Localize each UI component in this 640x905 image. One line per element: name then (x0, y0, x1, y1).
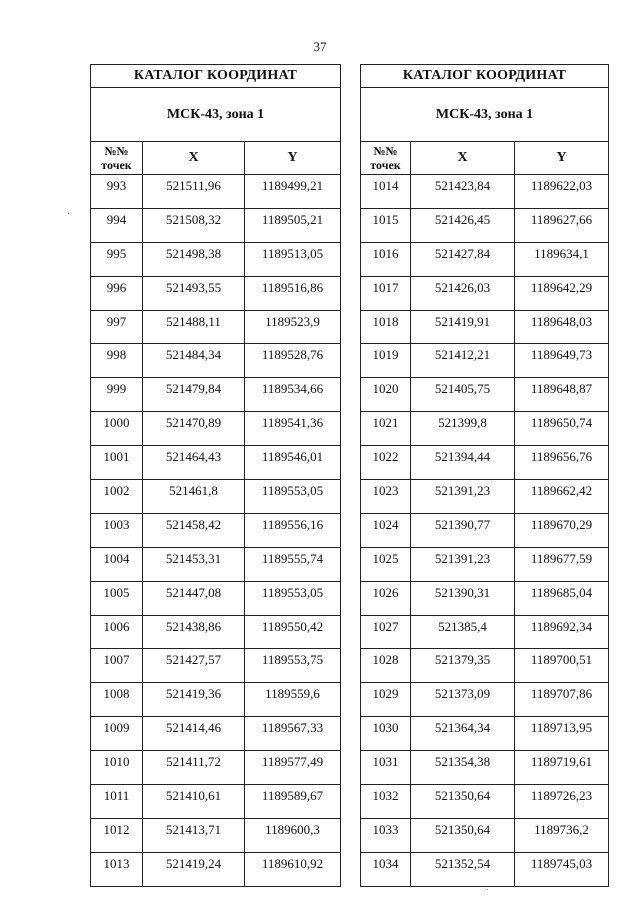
table-row (361, 276, 609, 310)
coordinate-catalog-table-right (360, 64, 609, 887)
x-coordinate-cell: 521470,89 (143, 412, 245, 446)
y-coordinate-cell: 1189513,05 (245, 242, 341, 276)
table-row (91, 513, 341, 547)
y-coordinate-cell: 1189627,66 (515, 208, 609, 242)
table-row (91, 852, 341, 886)
x-coordinate-cell: 521453,31 (143, 547, 245, 581)
point-number-cell: 993 (91, 175, 143, 209)
table-row (91, 344, 341, 378)
table-row (91, 717, 341, 751)
table-row (361, 547, 609, 581)
table-row (91, 547, 341, 581)
point-number-cell: 1028 (361, 649, 411, 683)
x-coordinate-cell: 521414,46 (143, 717, 245, 751)
x-coordinate-cell: 521498,38 (143, 242, 245, 276)
table-row (91, 785, 341, 819)
column-header-y: Y (515, 142, 609, 175)
coordinate-catalog-table-left (90, 64, 341, 887)
column-header-y: Y (245, 142, 341, 175)
point-number-cell: 994 (91, 208, 143, 242)
y-coordinate-cell: 1189670,29 (515, 513, 609, 547)
x-coordinate-cell: 521379,35 (411, 649, 515, 683)
y-coordinate-cell: 1189553,05 (245, 581, 341, 615)
table-row (91, 175, 341, 209)
x-coordinate-cell: 521364,34 (411, 717, 515, 751)
point-number-cell: 1024 (361, 513, 411, 547)
table-row (361, 852, 609, 886)
x-coordinate-cell: 521394,44 (411, 446, 515, 480)
column-header-num-line1: №№ (373, 144, 398, 158)
point-number-cell: 1003 (91, 513, 143, 547)
table-row (361, 310, 609, 344)
y-coordinate-cell: 1189589,67 (245, 785, 341, 819)
point-number-cell: 999 (91, 378, 143, 412)
y-coordinate-cell: 1189577,49 (245, 751, 341, 785)
point-number-cell: 1014 (361, 175, 411, 209)
point-number-cell: 1008 (91, 683, 143, 717)
table-row (91, 446, 341, 480)
table-row (91, 818, 341, 852)
point-number-cell: 1005 (91, 581, 143, 615)
page-number: 37 (313, 39, 327, 54)
point-number-cell: 1002 (91, 480, 143, 514)
point-number-cell: 997 (91, 310, 143, 344)
point-number-cell: 1018 (361, 310, 411, 344)
y-coordinate-cell: 1189600,3 (245, 818, 341, 852)
y-coordinate-cell: 1189677,59 (515, 547, 609, 581)
x-coordinate-cell: 521419,36 (143, 683, 245, 717)
table-row (361, 581, 609, 615)
point-number-cell: 1022 (361, 446, 411, 480)
x-coordinate-cell: 521427,57 (143, 649, 245, 683)
x-coordinate-cell: 521426,03 (411, 276, 515, 310)
point-number-cell: 1006 (91, 615, 143, 649)
point-number-cell: 1012 (91, 818, 143, 852)
x-coordinate-cell: 521447,08 (143, 581, 245, 615)
point-number-cell: 996 (91, 276, 143, 310)
column-header-point-number (91, 142, 143, 175)
x-coordinate-cell: 521464,43 (143, 446, 245, 480)
x-coordinate-cell: 521419,91 (411, 310, 515, 344)
y-coordinate-cell: 1189648,03 (515, 310, 609, 344)
y-coordinate-cell: 1189610,92 (245, 852, 341, 886)
x-coordinate-cell: 521427,84 (411, 242, 515, 276)
scan-speck (68, 213, 69, 214)
x-coordinate-cell: 521426,45 (411, 208, 515, 242)
table-row (361, 175, 609, 209)
table-row (361, 751, 609, 785)
y-coordinate-cell: 1189662,42 (515, 480, 609, 514)
x-coordinate-cell: 521399,8 (411, 412, 515, 446)
x-coordinate-cell: 521458,42 (143, 513, 245, 547)
table-row (91, 581, 341, 615)
x-coordinate-cell: 521493,55 (143, 276, 245, 310)
point-number-cell: 1019 (361, 344, 411, 378)
table-row (361, 446, 609, 480)
catalog-title: КАТАЛОГ КООРДИНАТ (361, 65, 609, 88)
y-coordinate-cell: 1189546,01 (245, 446, 341, 480)
point-number-cell: 1017 (361, 276, 411, 310)
y-coordinate-cell: 1189523,9 (245, 310, 341, 344)
y-coordinate-cell: 1189707,86 (515, 683, 609, 717)
catalog-subtitle: МСК-43, зона 1 (91, 88, 341, 142)
table-row (91, 208, 341, 242)
y-coordinate-cell: 1189692,34 (515, 615, 609, 649)
scan-speck (487, 889, 488, 890)
x-coordinate-cell: 521391,23 (411, 547, 515, 581)
table-row (361, 818, 609, 852)
point-number-cell: 1030 (361, 717, 411, 751)
y-coordinate-cell: 1189656,76 (515, 446, 609, 480)
point-number-cell: 1032 (361, 785, 411, 819)
y-coordinate-cell: 1189642,29 (515, 276, 609, 310)
y-coordinate-cell: 1189534,66 (245, 378, 341, 412)
column-header-num-line2: точек (101, 158, 132, 172)
point-number-cell: 1031 (361, 751, 411, 785)
x-coordinate-cell: 521438,86 (143, 615, 245, 649)
y-coordinate-cell: 1189553,75 (245, 649, 341, 683)
point-number-cell: 1027 (361, 615, 411, 649)
table-row (91, 649, 341, 683)
y-coordinate-cell: 1189516,86 (245, 276, 341, 310)
table-row (361, 513, 609, 547)
table-row (91, 412, 341, 446)
table-row (361, 208, 609, 242)
x-coordinate-cell: 521373,09 (411, 683, 515, 717)
column-header-x: X (143, 142, 245, 175)
x-coordinate-cell: 521391,23 (411, 480, 515, 514)
y-coordinate-cell: 1189713,95 (515, 717, 609, 751)
y-coordinate-cell: 1189648,87 (515, 378, 609, 412)
table-row (361, 785, 609, 819)
x-coordinate-cell: 521479,84 (143, 378, 245, 412)
point-number-cell: 1029 (361, 683, 411, 717)
y-coordinate-cell: 1189555,74 (245, 547, 341, 581)
point-number-cell: 1004 (91, 547, 143, 581)
y-coordinate-cell: 1189650,74 (515, 412, 609, 446)
table-row (91, 751, 341, 785)
x-coordinate-cell: 521508,32 (143, 208, 245, 242)
column-header-num-line1: №№ (104, 144, 129, 158)
point-number-cell: 1015 (361, 208, 411, 242)
x-coordinate-cell: 521484,34 (143, 344, 245, 378)
y-coordinate-cell: 1189505,21 (245, 208, 341, 242)
table-row (361, 412, 609, 446)
y-coordinate-cell: 1189726,23 (515, 785, 609, 819)
x-coordinate-cell: 521390,31 (411, 581, 515, 615)
x-coordinate-cell: 521354,38 (411, 751, 515, 785)
y-coordinate-cell: 1189499,21 (245, 175, 341, 209)
x-coordinate-cell: 521352,54 (411, 852, 515, 886)
table-row (91, 480, 341, 514)
table-row (91, 310, 341, 344)
table-row (361, 717, 609, 751)
x-coordinate-cell: 521488,11 (143, 310, 245, 344)
x-coordinate-cell: 521350,64 (411, 785, 515, 819)
point-number-cell: 1023 (361, 480, 411, 514)
point-number-cell: 995 (91, 242, 143, 276)
table-row (91, 615, 341, 649)
table-row (91, 242, 341, 276)
table-row (361, 649, 609, 683)
x-coordinate-cell: 521413,71 (143, 818, 245, 852)
y-coordinate-cell: 1189567,33 (245, 717, 341, 751)
y-coordinate-cell: 1189556,16 (245, 513, 341, 547)
y-coordinate-cell: 1189559,6 (245, 683, 341, 717)
table-row (361, 683, 609, 717)
point-number-cell: 1033 (361, 818, 411, 852)
point-number-cell: 1001 (91, 446, 143, 480)
point-number-cell: 998 (91, 344, 143, 378)
x-coordinate-cell: 521511,96 (143, 175, 245, 209)
point-number-cell: 1011 (91, 785, 143, 819)
table-row (91, 683, 341, 717)
x-coordinate-cell: 521423,84 (411, 175, 515, 209)
y-coordinate-cell: 1189685,04 (515, 581, 609, 615)
x-coordinate-cell: 521419,24 (143, 852, 245, 886)
y-coordinate-cell: 1189553,05 (245, 480, 341, 514)
column-header-point-number (361, 142, 411, 175)
point-number-cell: 1000 (91, 412, 143, 446)
y-coordinate-cell: 1189622,03 (515, 175, 609, 209)
point-number-cell: 1010 (91, 751, 143, 785)
y-coordinate-cell: 1189649,73 (515, 344, 609, 378)
column-header-num-line2: точек (370, 158, 401, 172)
y-coordinate-cell: 1189736,2 (515, 818, 609, 852)
table-row (361, 344, 609, 378)
table-row (361, 242, 609, 276)
catalog-subtitle: МСК-43, зона 1 (361, 88, 609, 142)
point-number-cell: 1016 (361, 242, 411, 276)
x-coordinate-cell: 521350,64 (411, 818, 515, 852)
point-number-cell: 1025 (361, 547, 411, 581)
x-coordinate-cell: 521461,8 (143, 480, 245, 514)
point-number-cell: 1013 (91, 852, 143, 886)
y-coordinate-cell: 1189700,51 (515, 649, 609, 683)
point-number-cell: 1007 (91, 649, 143, 683)
x-coordinate-cell: 521410,61 (143, 785, 245, 819)
y-coordinate-cell: 1189719,61 (515, 751, 609, 785)
x-coordinate-cell: 521405,75 (411, 378, 515, 412)
y-coordinate-cell: 1189541,36 (245, 412, 341, 446)
y-coordinate-cell: 1189745,03 (515, 852, 609, 886)
x-coordinate-cell: 521390,77 (411, 513, 515, 547)
point-number-cell: 1034 (361, 852, 411, 886)
point-number-cell: 1020 (361, 378, 411, 412)
y-coordinate-cell: 1189528,76 (245, 344, 341, 378)
y-coordinate-cell: 1189634,1 (515, 242, 609, 276)
table-row (361, 480, 609, 514)
y-coordinate-cell: 1189550,42 (245, 615, 341, 649)
x-coordinate-cell: 521411,72 (143, 751, 245, 785)
point-number-cell: 1021 (361, 412, 411, 446)
table-row (91, 378, 341, 412)
table-row (91, 276, 341, 310)
table-row (361, 615, 609, 649)
catalog-title: КАТАЛОГ КООРДИНАТ (91, 65, 341, 88)
x-coordinate-cell: 521412,21 (411, 344, 515, 378)
point-number-cell: 1026 (361, 581, 411, 615)
column-header-x: X (411, 142, 515, 175)
x-coordinate-cell: 521385,4 (411, 615, 515, 649)
table-row (361, 378, 609, 412)
point-number-cell: 1009 (91, 717, 143, 751)
